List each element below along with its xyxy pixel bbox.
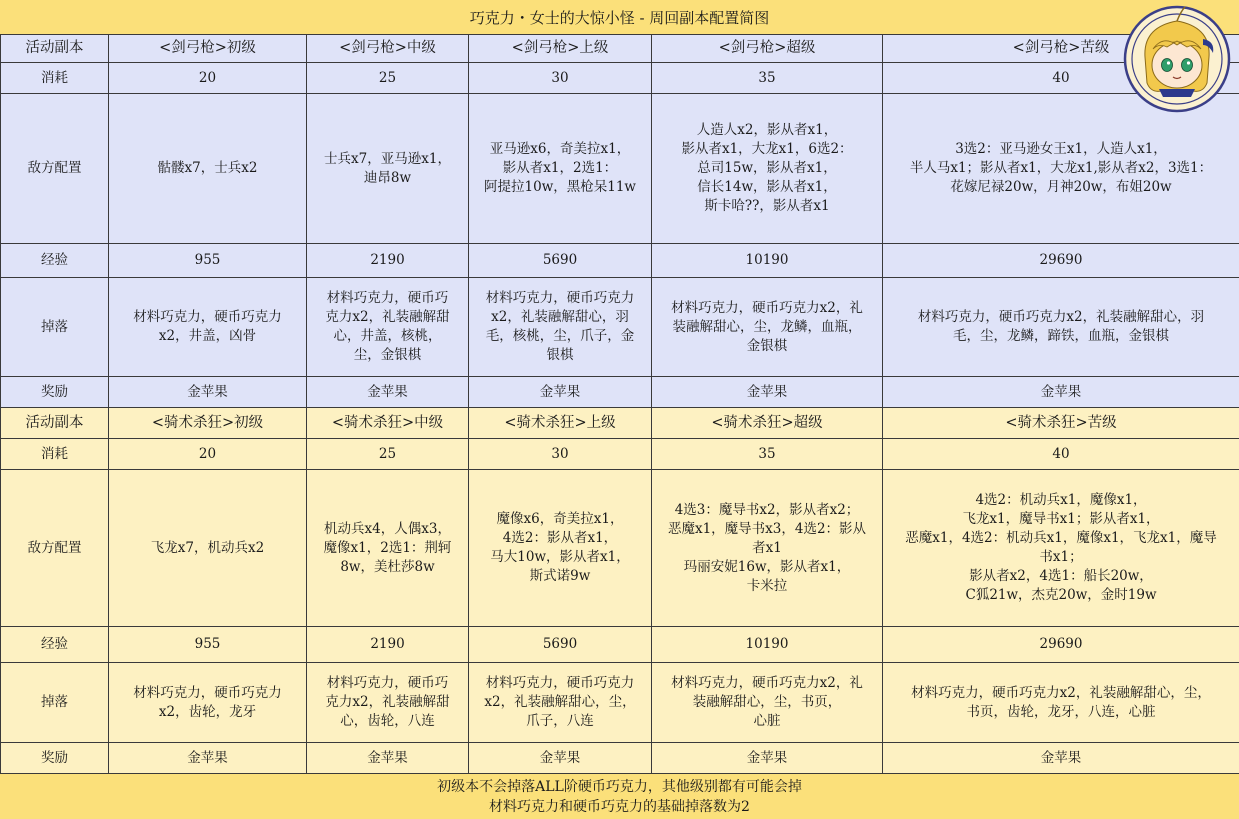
drop-cell: [469, 278, 652, 377]
exp-row: [1, 627, 1239, 663]
cost-cell: 20: [109, 63, 307, 94]
reward-cell: 金苹果: [307, 743, 469, 774]
quest-cell: <剑弓枪>初级: [109, 35, 307, 63]
exp-cell: 955: [109, 244, 307, 278]
row-label: 活动副本: [1, 408, 109, 439]
cell-line: 3选2：亚马逊女王x1，人造人x1，: [955, 141, 1167, 157]
exp-cell: 29690: [883, 627, 1239, 663]
enemy-cell: [307, 94, 469, 244]
cell-line: 克力x2，礼装融解甜: [325, 309, 450, 325]
cell-line: 迪昂8w: [363, 169, 412, 186]
cell-line: 斯卡哈??，影从者x1: [704, 198, 830, 214]
reward-cell: 金苹果: [469, 377, 652, 408]
reward-cell: 金苹果: [883, 377, 1239, 408]
row-label: 活动副本: [1, 35, 109, 63]
cell-line: x2，井盖，凶骨: [158, 328, 257, 344]
cell-line: 4选3：魔导书x2，影从者x2；: [674, 501, 860, 518]
cell-line: 毛，核桃，尘，爪子，金: [485, 328, 635, 344]
cell-line: 金银棋: [746, 337, 788, 354]
drop-cell: [652, 278, 883, 377]
cell-line: 玛丽安妮16w，影从者x1，: [683, 558, 851, 575]
quest-row: [1, 35, 1239, 63]
exp-cell: 955: [109, 627, 307, 663]
row-label: 掉落: [1, 278, 109, 377]
cell-line: 材料巧克力，硬币巧克力: [485, 675, 635, 691]
cost-cell: 30: [469, 439, 652, 470]
cell-line: 影从者x2，4选1：船长20w，: [969, 568, 1153, 584]
cell-line: 影从者x1，2选1：: [502, 160, 618, 176]
cell-line: 毛，尘，龙鳞，蹄铁，血瓶，金银棋: [953, 328, 1169, 344]
footer-note: 初级本不会掉落ALL阶硬币巧克力，其他级别都有可能会掉: [437, 778, 802, 795]
exp-cell: 2190: [307, 244, 469, 278]
drop-cell: [109, 278, 307, 377]
enemy-cell: [469, 94, 652, 244]
cost-cell: 20: [109, 439, 307, 470]
cell-line: 装融解甜心，尘，书页，: [692, 694, 842, 710]
drop-cell: [307, 663, 469, 743]
cell-line: 亚马逊x6，奇美拉x1，: [489, 141, 631, 157]
cell-line: 8w，美杜莎8w: [340, 558, 435, 575]
cell-line: 材料巧克力，硬币巧克力: [133, 309, 282, 325]
enemy-row: [1, 94, 1239, 244]
cell-line: 信长14w，影从者x1，: [697, 179, 837, 195]
cell-line: 花嫁尼禄20w，月神20w，布姐20w: [950, 179, 1172, 195]
drop-cell: [109, 663, 307, 743]
row-label: 经验: [1, 244, 109, 278]
cell-line: 士兵x7，亚马逊x1，: [324, 150, 451, 167]
cell-line: 爪子，八连: [526, 713, 594, 729]
chibi-saber-avatar: [1123, 5, 1231, 113]
enemy-cell: [307, 470, 469, 627]
row-label: 敌方配置: [1, 94, 109, 244]
cell-line: 影从者x1，大龙x1，6选2：: [681, 141, 853, 157]
quest-cell: <剑弓枪>超级: [652, 35, 883, 63]
cell-line: 材料巧克力，硬币巧克力: [485, 290, 635, 306]
cell-line: 者x1: [752, 539, 782, 556]
cost-row: [1, 439, 1239, 470]
enemy-cell: [469, 470, 652, 627]
cell-line: 总司15w，影从者x1，: [697, 160, 837, 176]
cost-cell: 30: [469, 63, 652, 94]
cost-row: [1, 63, 1239, 94]
quest-row: [1, 408, 1239, 439]
quest-cell: <剑弓枪>苦级: [883, 35, 1239, 63]
quest-cell: <骑术杀狂>上级: [469, 408, 652, 439]
cell-line: 半人马x1；影从者x1，大龙x1,影从者x2，3选1：: [909, 160, 1213, 176]
cell-line: 斯式诺9w: [529, 568, 591, 584]
drop-cell: [883, 278, 1239, 377]
cell-line: 心脏: [753, 713, 781, 729]
drop-cell: [307, 278, 469, 377]
cell-line: 心，齿轮，八连: [340, 713, 435, 729]
cell-line: 材料巧克力，硬币巧克力: [133, 684, 282, 701]
footer-notes: [0, 774, 1239, 819]
row-label: 奖励: [1, 377, 109, 408]
cell-line: 材料巧克力，硬币巧克力x2，礼装融解甜心，羽: [917, 309, 1205, 325]
cell-line: 马大10w，影从者x1，: [490, 549, 630, 565]
quest-cell: <骑术杀狂>苦级: [883, 408, 1239, 439]
exp-cell: 10190: [652, 244, 883, 278]
cell-line: x2，齿轮，龙牙: [158, 703, 257, 720]
cell-line: 4选2：影从者x1，: [502, 530, 618, 546]
drop-row: [1, 278, 1239, 377]
cell-line: 材料巧克力，硬币巧克力x2，礼装融解甜心，尘，: [911, 684, 1211, 701]
cell-line: 材料巧克力，硬币巧: [326, 290, 449, 306]
cell-line: 飞龙x7，机动兵x2: [150, 539, 265, 556]
reward-cell: 金苹果: [469, 743, 652, 774]
quest-table: [0, 34, 1239, 774]
reward-cell: 金苹果: [652, 377, 883, 408]
enemy-row: [1, 470, 1239, 627]
drop-cell: [652, 663, 883, 743]
cell-line: x2，礼装融解甜心，尘，: [484, 694, 636, 710]
footer-note: 材料巧克力和硬币巧克力的基础掉落数为2: [489, 798, 750, 815]
exp-cell: 10190: [652, 627, 883, 663]
reward-cell: 金苹果: [883, 743, 1239, 774]
exp-cell: 5690: [469, 244, 652, 278]
row-label: 敌方配置: [1, 470, 109, 627]
cell-line: 恶魔x1，魔导书x3，4选2：影从: [667, 520, 867, 537]
drop-cell: [883, 663, 1239, 743]
cell-line: C狐21w，杰克20w，金时19w: [965, 587, 1157, 603]
page-title: 巧克力・女士的大惊小怪 - 周回副本配置简图: [0, 0, 1239, 34]
enemy-cell: [109, 470, 307, 627]
cell-line: 4选2：机动兵x1，魔像x1，: [975, 492, 1147, 508]
exp-cell: 29690: [883, 244, 1239, 278]
row-label: 消耗: [1, 439, 109, 470]
cell-line: 克力x2，礼装融解甜: [325, 694, 450, 710]
cell-line: 机动兵x4，人偶x3，: [324, 520, 451, 537]
cell-line: 阿提拉10w，黑枪呆11w: [484, 179, 636, 195]
reward-cell: 金苹果: [652, 743, 883, 774]
quest-cell: <骑术杀狂>初级: [109, 408, 307, 439]
reward-cell: 金苹果: [307, 377, 469, 408]
enemy-cell: [652, 94, 883, 244]
cell-line: 材料巧克力，硬币巧克力x2，礼: [671, 299, 863, 316]
drop-row: [1, 663, 1239, 743]
cell-line: 飞龙x1，魔导书x1；影从者x1，: [962, 511, 1160, 527]
cell-line: x2，礼装融解甜心，羽: [491, 309, 629, 325]
cell-line: 尘，金银棋: [353, 347, 422, 363]
quest-cell: <剑弓枪>中级: [307, 35, 469, 63]
exp-row: [1, 244, 1239, 278]
cost-cell: 40: [883, 63, 1239, 94]
quest-cell: <骑术杀狂>超级: [652, 408, 883, 439]
cell-line: 材料巧克力，硬币巧克力x2，礼: [671, 675, 863, 691]
drop-cell: [469, 663, 652, 743]
cost-cell: 40: [883, 439, 1239, 470]
cost-cell: 25: [307, 439, 469, 470]
row-label: 经验: [1, 627, 109, 663]
cell-line: 骷髅x7，士兵x2: [157, 160, 258, 176]
enemy-cell: [883, 94, 1239, 244]
reward-cell: 金苹果: [109, 377, 307, 408]
cell-line: 书x1；: [1039, 549, 1083, 565]
cell-line: 银棋: [546, 347, 574, 363]
cell-line: 人造人x2，影从者x1，: [696, 122, 838, 138]
enemy-cell: [109, 94, 307, 244]
cost-cell: 35: [652, 439, 883, 470]
cell-line: 书页，齿轮，龙牙，八连，心脏: [966, 703, 1156, 720]
row-label: 消耗: [1, 63, 109, 94]
cell-line: 心，井盖，核桃，: [333, 328, 442, 344]
row-label: 掉落: [1, 663, 109, 743]
enemy-cell: [883, 470, 1239, 627]
row-label: 奖励: [1, 743, 109, 774]
cell-line: 装融解甜心，尘，龙鳞，血瓶，: [672, 318, 862, 335]
cell-line: 卡米拉: [746, 577, 788, 594]
reward-cell: 金苹果: [109, 743, 307, 774]
exp-cell: 5690: [469, 627, 652, 663]
enemy-cell: [652, 470, 883, 627]
reward-row: [1, 377, 1239, 408]
quest-cell: <骑术杀狂>中级: [307, 408, 469, 439]
cost-cell: 35: [652, 63, 883, 94]
reward-row: [1, 743, 1239, 774]
quest-cell: <剑弓枪>上级: [469, 35, 652, 63]
exp-cell: 2190: [307, 627, 469, 663]
cell-line: 材料巧克力，硬币巧: [326, 675, 449, 691]
cost-cell: 25: [307, 63, 469, 94]
cell-line: 魔像x1，2选1：荆轲: [323, 539, 452, 556]
cell-line: 魔像x6，奇美拉x1，: [496, 511, 624, 527]
cell-line: 恶魔x1，4选2：机动兵x1，魔像x1，飞龙x1，魔导: [905, 530, 1217, 546]
